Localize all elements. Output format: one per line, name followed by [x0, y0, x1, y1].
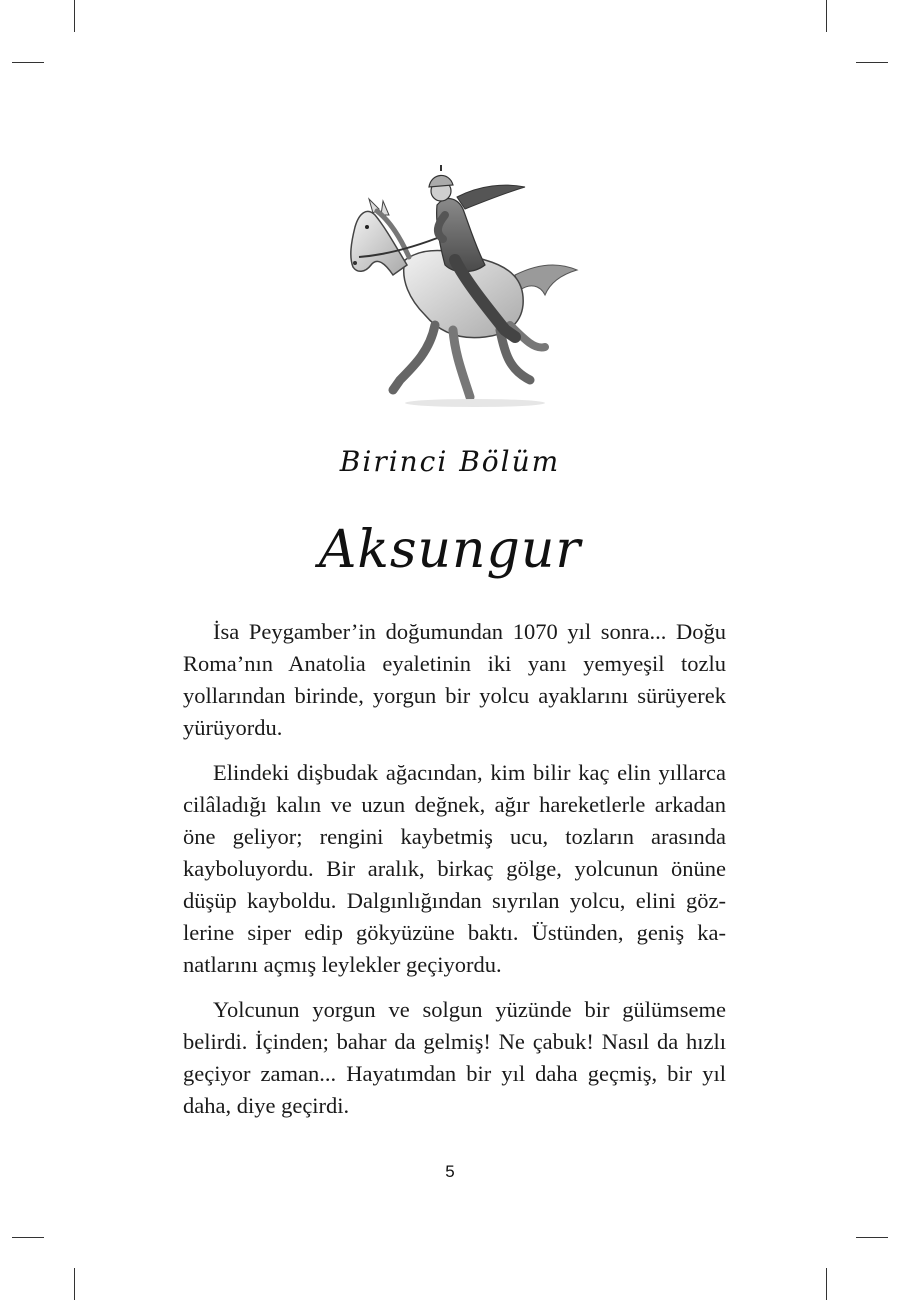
page-number: 5: [445, 1162, 455, 1181]
crop-mark-top-left-h: [12, 62, 44, 63]
paragraph: İsa Peygamber’in doğumundan 1070 yıl sonra... Doğu Roma’nın Anatolia eyaletinin iki yanı yemyeşil tozlu yollarından birinde, yorgun bir yolcu ayaklarını sürüyerek yürüyordu.: [183, 619, 726, 740]
crop-mark-bottom-right: [826, 1268, 827, 1300]
crop-mark-top-left: [74, 0, 75, 32]
paragraph: Elindeki dişbudak ağacından, kim bilir kaç elin yıllarca cilâladığı kalın ve uzun değnek, ağır hareketlerle arkadan öne geliyor; rengini kaybetmiş ucu, tozların arasında kayboluyordu. Bir aralık, birkaç gölge, yolcunun önüne düşüp kayboldu. Dalgınlığından sıyrılan yolcu, elini gözlerine siper edip gökyüzüne baktı. Üstünden, geniş kanatlarını açmış leylekler geçiyordu.: [183, 760, 726, 977]
crop-mark-bottom-left: [74, 1268, 75, 1300]
chapter-title: Aksungur: [318, 520, 582, 580]
crop-mark-top-right: [826, 0, 827, 32]
chapter-label: Birinci Bölüm: [339, 445, 561, 478]
crop-mark-bottom-right-h: [856, 1237, 888, 1238]
horse-rider-illustration: [345, 165, 585, 410]
crop-mark-top-right-h: [856, 62, 888, 63]
crop-mark-bottom-left-h: [12, 1237, 44, 1238]
body-text: [183, 616, 726, 1135]
paragraph: Yolcunun yorgun ve solgun yüzünde bir gülümseme belirdi. İçinden; bahar da gelmiş! Ne çabuk! Nasıl da hızlı geçiyor zaman... Hayatımdan bir yıl daha geçmiş, bir yıl daha, diye geçirdi.: [183, 997, 726, 1118]
